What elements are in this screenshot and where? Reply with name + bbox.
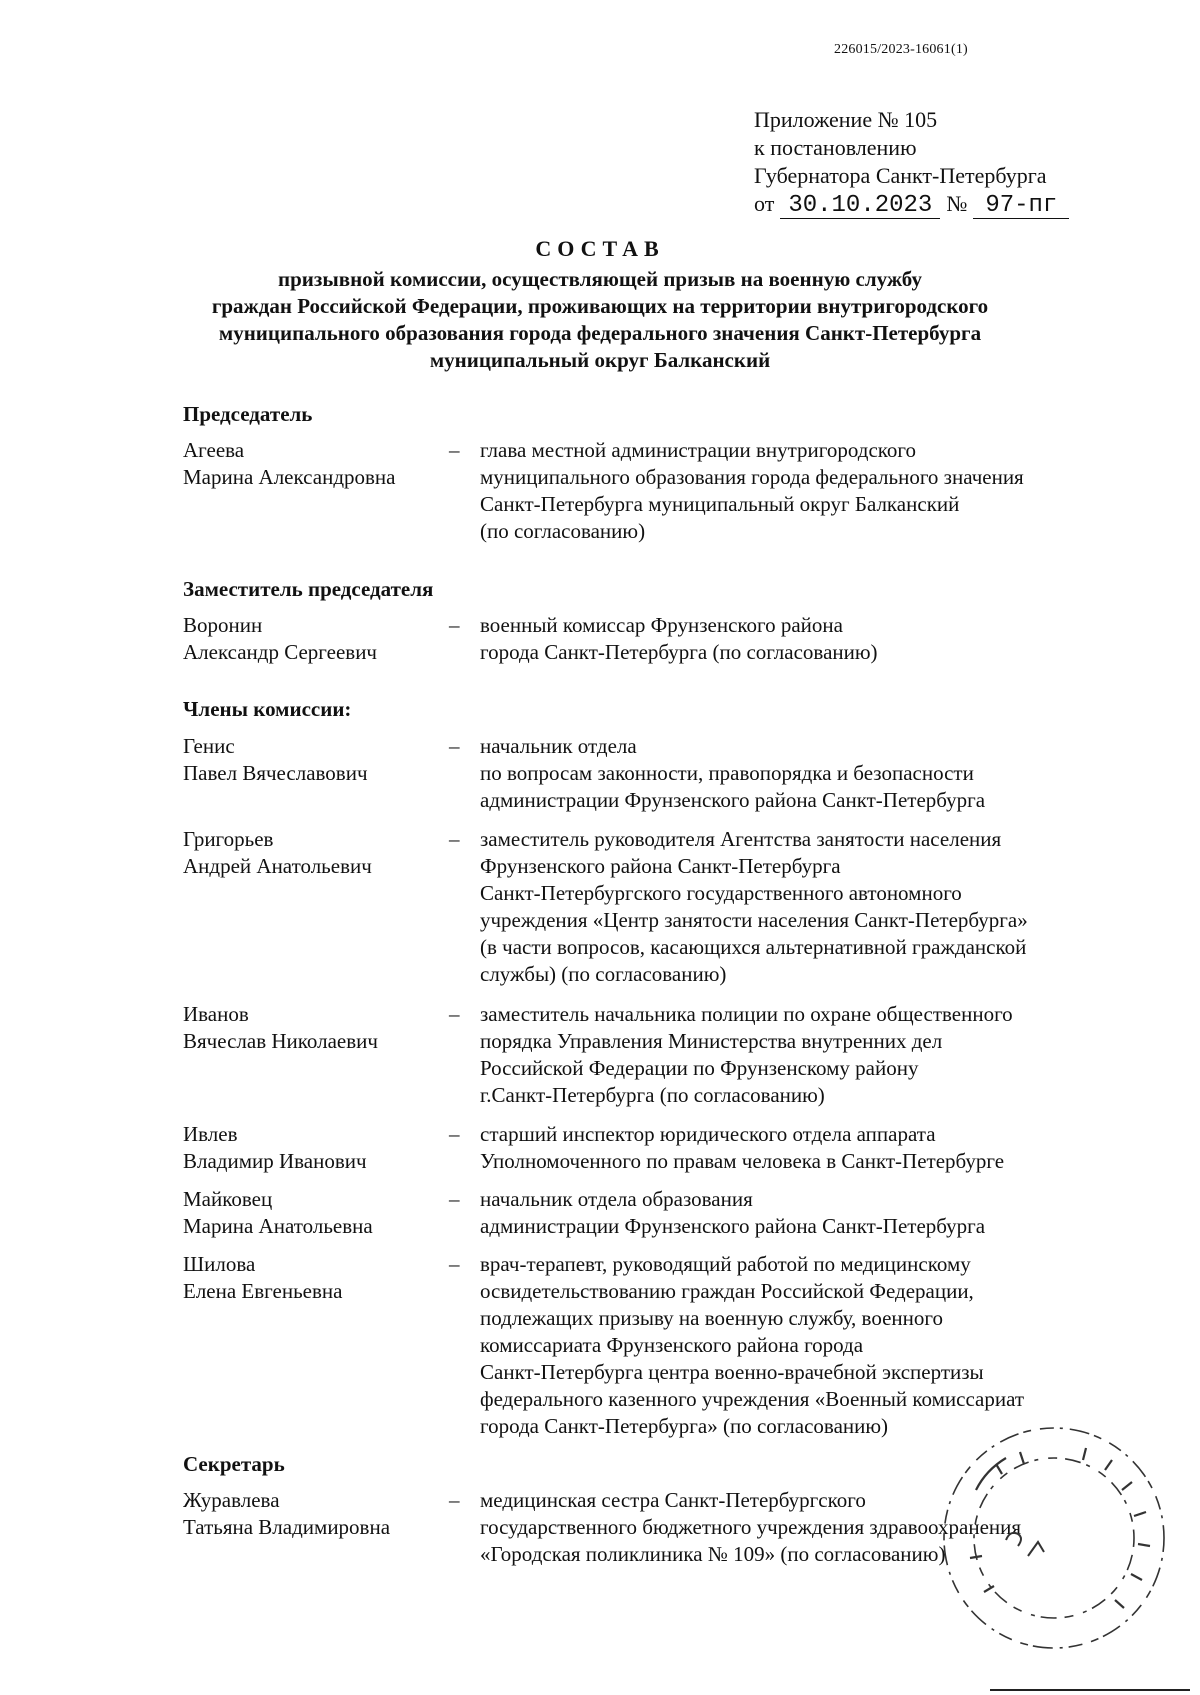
position-line: (в части вопросов, касающихся альтернативной гражданской [480,935,1027,959]
position-line: администрации Фрунзенского района Санкт-Петербурга [480,788,986,812]
position-line: Санкт-Петербурга центра военно-врачебной экспертизы [480,1360,984,1384]
position-line: военный комиссар Фрунзенского района [480,613,843,637]
subtitle-line-3: муниципального образования города федерального значения Санкт-Петербурга [218,321,982,345]
bottom-edge-line [990,1689,1190,1691]
member-name [183,1251,443,1305]
position-line: города Санкт-Петербурга» (по согласованию) [480,1414,889,1438]
dash: – [449,438,460,462]
member-name [183,612,443,666]
position-line: учреждения «Центр занятости населения Санкт-Петербурга» [480,908,1028,932]
resolution-number: 97-пг [973,194,1069,219]
appendix-line-1: Приложение № 105 [754,107,938,132]
appendix-line-2: к постановлению [754,135,917,160]
position-line: администрации Фрунзенского района Санкт-Петербурга [480,1214,986,1238]
position-line: освидетельствованию граждан Российской Федерации, [480,1279,974,1303]
section-heading-chair: Председатель [183,402,313,426]
member-position [480,826,1120,988]
surname: Майковец [183,1187,273,1211]
member-position [480,437,1120,545]
given-names: Вячеслав Николаевич [183,1029,378,1053]
appendix-block [754,106,1069,219]
position-line: «Городская поликлиника № 109» (по согласованию) [480,1542,946,1566]
appendix-line-3: Губернатора Санкт-Петербурга [754,163,1047,188]
given-names: Марина Анатольевна [183,1214,373,1238]
document-subtitle [100,266,1100,374]
member-name [183,1001,443,1055]
position-line: заместитель начальника полиции по охране общественного [480,1002,1013,1026]
position-line: подлежащих призыву на военную службу, военного [480,1306,943,1330]
section-heading-deputy: Заместитель председателя [183,577,434,601]
position-line: г.Санкт-Петербурга (по согласованию) [480,1083,825,1107]
document-number: 226015/2023-16061(1) [834,42,968,57]
position-line: комиссариата Фрунзенского района города [480,1333,864,1357]
dash: – [449,1122,460,1146]
position-line: по вопросам законности, правопорядка и безопасности [480,761,974,785]
position-line: старший инспектор юридического отдела аппарата [480,1122,936,1146]
given-names: Марина Александровна [183,465,396,489]
surname: Агеева [183,438,245,462]
surname: Иванов [183,1002,249,1026]
position-line: Уполномоченного по правам человека в Санкт-Петербурге [480,1149,1005,1173]
given-names: Александр Сергеевич [183,640,377,664]
member-position [480,733,1120,814]
from-label: от [754,191,775,216]
member-position [480,1001,1120,1109]
appendix-date-line [754,190,1069,219]
position-line: медицинская сестра Санкт-Петербургского [480,1488,866,1512]
surname: Григорьев [183,827,274,851]
member-name [183,437,443,491]
surname: Воронин [183,613,263,637]
position-line: государственного бюджетного учреждения здравоохранения [480,1515,1022,1539]
position-line: Российской Федерации по Фрунзенскому району [480,1056,919,1080]
document-title: СОСТАВ [535,236,665,261]
subtitle-line-1: призывной комиссии, осуществляющей призыв на военную службу [278,267,922,291]
number-label: № [946,191,968,216]
given-names: Татьяна Владимировна [183,1515,391,1539]
position-line: начальник отдела образования [480,1187,753,1211]
given-names: Владимир Иванович [183,1149,367,1173]
member-position [480,1186,1120,1240]
member-name [183,733,443,787]
surname: Шилова [183,1252,256,1276]
member-position [480,612,1120,666]
member-name [183,1186,443,1240]
position-line: федерального казенного учреждения «Военный комиссариат [480,1387,1025,1411]
position-line: заместитель руководителя Агентства занятости населения [480,827,1002,851]
dash: – [449,1187,460,1211]
position-line: службы) (по согласованию) [480,962,727,986]
surname: Ивлев [183,1122,238,1146]
position-line: муниципального образования города федерального значения [480,465,1024,489]
position-line: глава местной администрации внутригородского [480,438,917,462]
member-name [183,826,443,880]
dash: – [449,734,460,758]
given-names: Елена Евгеньевна [183,1279,343,1303]
dash: – [449,1252,460,1276]
position-line: Санкт-Петербургского государственного автономного [480,881,962,905]
subtitle-line-4: муниципальный округ Балканский [429,348,771,372]
position-line: Фрунзенского района Санкт-Петербурга [480,854,841,878]
position-line: города Санкт-Петербурга (по согласованию) [480,640,878,664]
position-line: начальник отдела [480,734,637,758]
official-seal-stamp [936,1420,1172,1656]
subtitle-line-2: граждан Российской Федерации, проживающих на территории внутригородского [211,294,989,318]
position-line: Санкт-Петербурга муниципальный округ Балканский [480,492,960,516]
surname: Генис [183,734,235,758]
member-name [183,1487,443,1541]
member-position [480,1251,1120,1440]
given-names: Андрей Анатольевич [183,854,372,878]
given-names: Павел Вячеславович [183,761,368,785]
member-name [183,1121,443,1175]
dash: – [449,1488,460,1512]
resolution-date: 30.10.2023 [780,194,940,219]
dash: – [449,827,460,851]
member-position [480,1121,1120,1175]
section-heading-secretary: Секретарь [183,1452,285,1476]
position-line: порядка Управления Министерства внутренних дел [480,1029,943,1053]
dash: – [449,613,460,637]
surname: Журавлева [183,1488,280,1512]
position-line: (по согласованию) [480,519,646,543]
section-heading-members: Члены комиссии: [183,697,352,721]
position-line: врач-терапевт, руководящий работой по медицинскому [480,1252,971,1276]
dash: – [449,1002,460,1026]
